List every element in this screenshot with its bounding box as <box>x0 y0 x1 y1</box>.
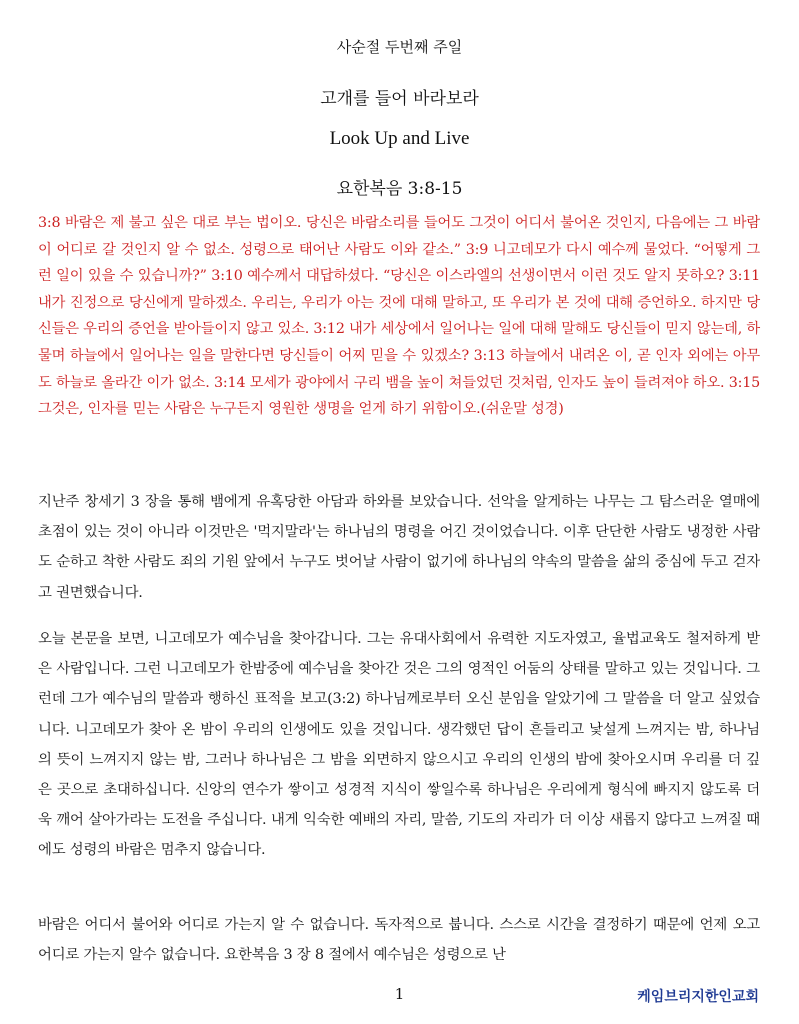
sermon-title-english: Look Up and Live <box>329 128 470 149</box>
body-paragraph: 바람은 어디서 불어와 어디로 가는지 알 수 없습니다. 독자적으로 붑니다. 스스로 시간을 결정하기 때문에 언제 오고 어디로 가는지 알수 없습니다. 요한복음 3 장 8 절에서 예수님은 성령으로 난 <box>38 917 760 964</box>
page-number: 1 <box>394 985 405 1003</box>
church-name: 케임브리지한인교회 <box>637 989 759 1005</box>
scripture-reference: 요한복음 3:8-15 <box>336 179 463 199</box>
occasion-heading: 사순절 두번째 주일 <box>336 38 463 56</box>
body-paragraph: 오늘 본문을 보면, 니고데모가 예수님을 찾아갑니다. 그는 유대사회에서 유력한 지도자였고, 율법교육도 철저하게 받은 사람입니다. 그런 니고데모가 한밤중에 예수님을 찾아간 것은 그의 영적인 어둠의 상태를 말하고 있는 것입니다. 그런데 그가 예수님의 말씀과 행하신 표적을 보고(3:2) 하나님께로부터 오신 분임을 알았기에 그 말씀을 더 알고 싶었습니다. 니고데모가 찾아 온 밤이 우리의 인생에도 있을 것입니다. 생각했던 답이 흔들리고 낯설게 느껴지는 밤, 하나님의 뜻이 느껴지지 않는 밤, 그러나 하나님은 그 밤을 외면하지 않으시고 우리의 인생의 밤에 찾아오시며 우리를 더 깊은 곳으로 초대하십니다. 신앙의 연수가 쌓이고 성경적 지식이 쌓일수록 하나님은 우리에게 형식에 빠지지 않도록 더욱 깨어 살아가라는 도전을 주십니다. 내게 익숙한 예배의 자리, 말씀, 기도의 자리가 더 이상 새롭지 않다고 느껴질 때에도 성령의 바람은 멈추지 않습니다. <box>38 631 760 859</box>
body-paragraph: 지난주 창세기 3 장을 통해 뱀에게 유혹당한 아담과 하와를 보았습니다. 선악을 알게하는 나무는 그 탐스러운 열매에 초점이 있는 것이 아니라 이것만은 '먹지말라'는 하나님의 명령을 어긴 것이었습니다. 이후 단단한 사람도 냉정한 사람도 순하고 착한 사람도 죄의 기원 앞에서 누구도 벗어날 사람이 없기에 하나님의 약속의 말씀을 삶의 중심에 두고 걷자고 권면했습니다. <box>38 494 760 601</box>
sermon-title-korean: 고개를 들어 바라보라 <box>320 89 479 109</box>
scripture-passage: 3:8 바람은 제 불고 싶은 대로 부는 법이오. 당신은 바람소리를 들어도 그것이 어디서 불어온 것인지, 다음에는 그 바람이 어디로 갈 것인지 알 수 없소. 성령으로 태어난 사람도 이와 같소.” 3:9 니고데모가 다시 예수께 물었다. “어떻게 그런 일이 있을 수 있습니까?” 3:10 예수께서 대답하셨다. “당신은 이스라엘의 선생이면서 이런 것도 알지 못하오? 3:11 내가 진정으로 당신에게 말하겠소. 우리는, 우리가 아는 것에 대해 말하고, 또 우리가 본 것에 대해 증언하오. 하지만 당신들은 우리의 증언을 받아들이지 않고 있소. 3:12 내가 세상에서 일어나는 일에 대해 말해도 당신들이 믿지 않는데, 하물며 하늘에서 일어나는 일을 말한다면 당신들이 어찌 믿을 수 있겠소? 3:13 하늘에서 내려온 이, 곧 인자 외에는 아무도 하늘로 올라간 이가 없소. 3:14 모세가 광야에서 구리 뱀을 높이 쳐들었던 것처럼, 인자도 높이 들려져야 하오. 3:15 그것은, 인자를 믿는 사람은 누구든지 영원한 생명을 얻게 하기 위함이오.(쉬운말 성경) <box>38 215 760 418</box>
